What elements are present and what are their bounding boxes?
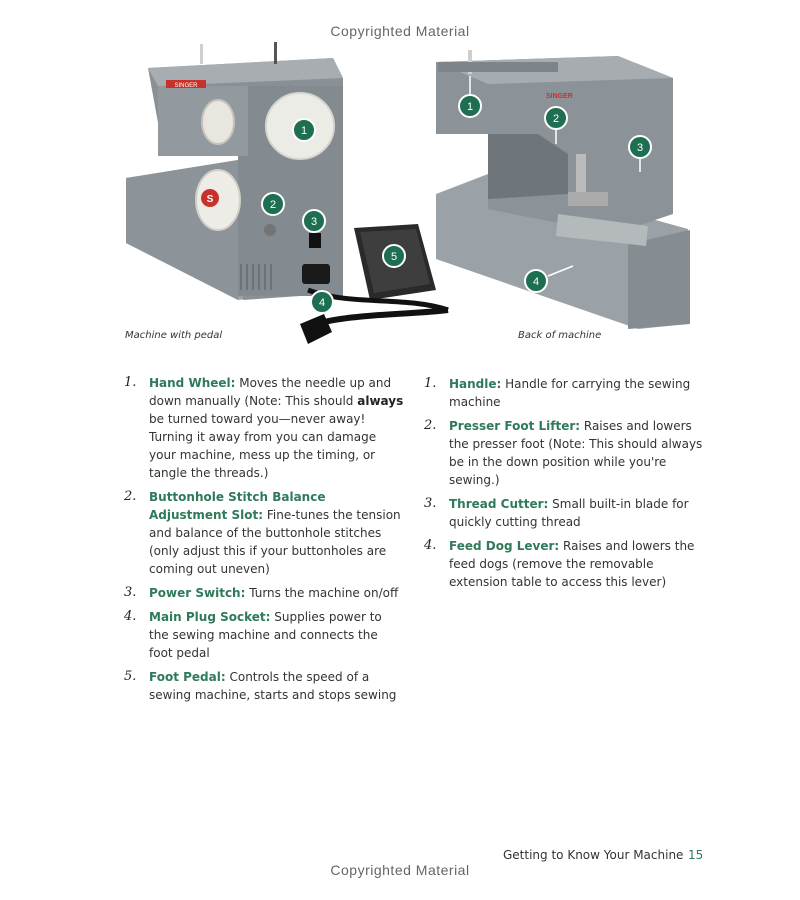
svg-text:5: 5	[390, 251, 398, 263]
list-item: 3. Power Switch: Turns the machine on/off	[124, 585, 399, 600]
callout-1	[293, 119, 315, 141]
term-power-switch: Power Switch:	[149, 586, 246, 600]
term-thread-cutter: Thread Cutter:	[449, 497, 549, 511]
machine-parts-list-right	[424, 375, 704, 597]
back-of-machine-illustration	[428, 44, 700, 334]
term-foot-pedal: Foot Pedal:	[149, 670, 226, 684]
page-number: 15	[688, 848, 704, 862]
callout-3	[629, 136, 651, 158]
callout-2	[545, 107, 567, 129]
brand-mark: SINGER	[174, 83, 198, 89]
svg-text:3: 3	[636, 142, 644, 154]
list-item: 3. Thread Cutter: Small built-in blade for quickly cutting thread	[424, 496, 689, 529]
term-main-plug-socket: Main Plug Socket:	[149, 610, 271, 624]
svg-text:2: 2	[269, 199, 277, 211]
callout-5	[383, 245, 405, 267]
dial-mark: S	[206, 194, 214, 205]
list-item: 2. Buttonhole Stitch Balance Adjustment Slot: Fine-tunes the tension and balance of the buttonhole stitches (only adjust this if your buttonholes are coming out uneven)	[124, 489, 401, 576]
term-buttonhole-slot: Buttonhole Stitch Balance Adjustment Slot:	[149, 490, 326, 522]
list-item: 5. Foot Pedal: Controls the speed of a sewing machine, starts and stops sewing	[124, 669, 397, 702]
list-item: 4. Main Plug Socket: Supplies power to the sewing machine and connects the foot pedal	[124, 609, 382, 660]
machine-parts-list-left	[124, 374, 404, 710]
callout-1	[459, 95, 481, 117]
copyright-watermark-bottom: Copyrighted Material	[330, 862, 470, 878]
term-feed-dog-lever: Feed Dog Lever:	[449, 539, 560, 553]
callout-4	[525, 270, 547, 292]
list-item: 1. Hand Wheel: Moves the needle up and down manually (Note: This should always be turned toward you—never away! Turning it away from you can damage your machine, mess up the timing, or tangle the threads.)	[124, 375, 404, 480]
callout-2	[262, 193, 284, 215]
list-item: 4. Feed Dog Lever: Raises and lowers the feed dogs (remove the removable extension table to access this lever)	[424, 538, 695, 589]
term-hand-wheel: Hand Wheel:	[149, 376, 236, 390]
svg-text:1: 1	[466, 101, 474, 113]
machine-with-pedal-photo	[118, 38, 463, 350]
svg-text:4: 4	[532, 276, 540, 288]
callout-4	[311, 291, 333, 313]
brand-mark: SINGER	[546, 93, 573, 100]
term-handle: Handle:	[449, 377, 502, 391]
caption-back-of-machine: Back of machine	[518, 330, 602, 341]
callout-3	[303, 210, 325, 232]
term-presser-foot-lifter: Presser Foot Lifter:	[449, 419, 581, 433]
caption-machine-with-pedal: Machine with pedal	[125, 330, 223, 341]
svg-text:2: 2	[552, 113, 560, 125]
machine-with-pedal-illustration	[118, 38, 463, 350]
svg-text:3: 3	[310, 216, 318, 228]
list-item: 2. Presser Foot Lifter: Raises and lowers the presser foot (Note: This should always be in the down position while you're sewing.)	[424, 418, 703, 487]
svg-text:4: 4	[318, 297, 326, 309]
copyright-watermark-top: Copyrighted Material	[330, 23, 470, 39]
running-footer-title: Getting to Know Your Machine	[503, 848, 684, 862]
svg-text:1: 1	[300, 125, 308, 137]
back-of-machine-photo	[428, 44, 700, 334]
list-item: 1. Handle: Handle for carrying the sewing machine	[424, 376, 691, 409]
